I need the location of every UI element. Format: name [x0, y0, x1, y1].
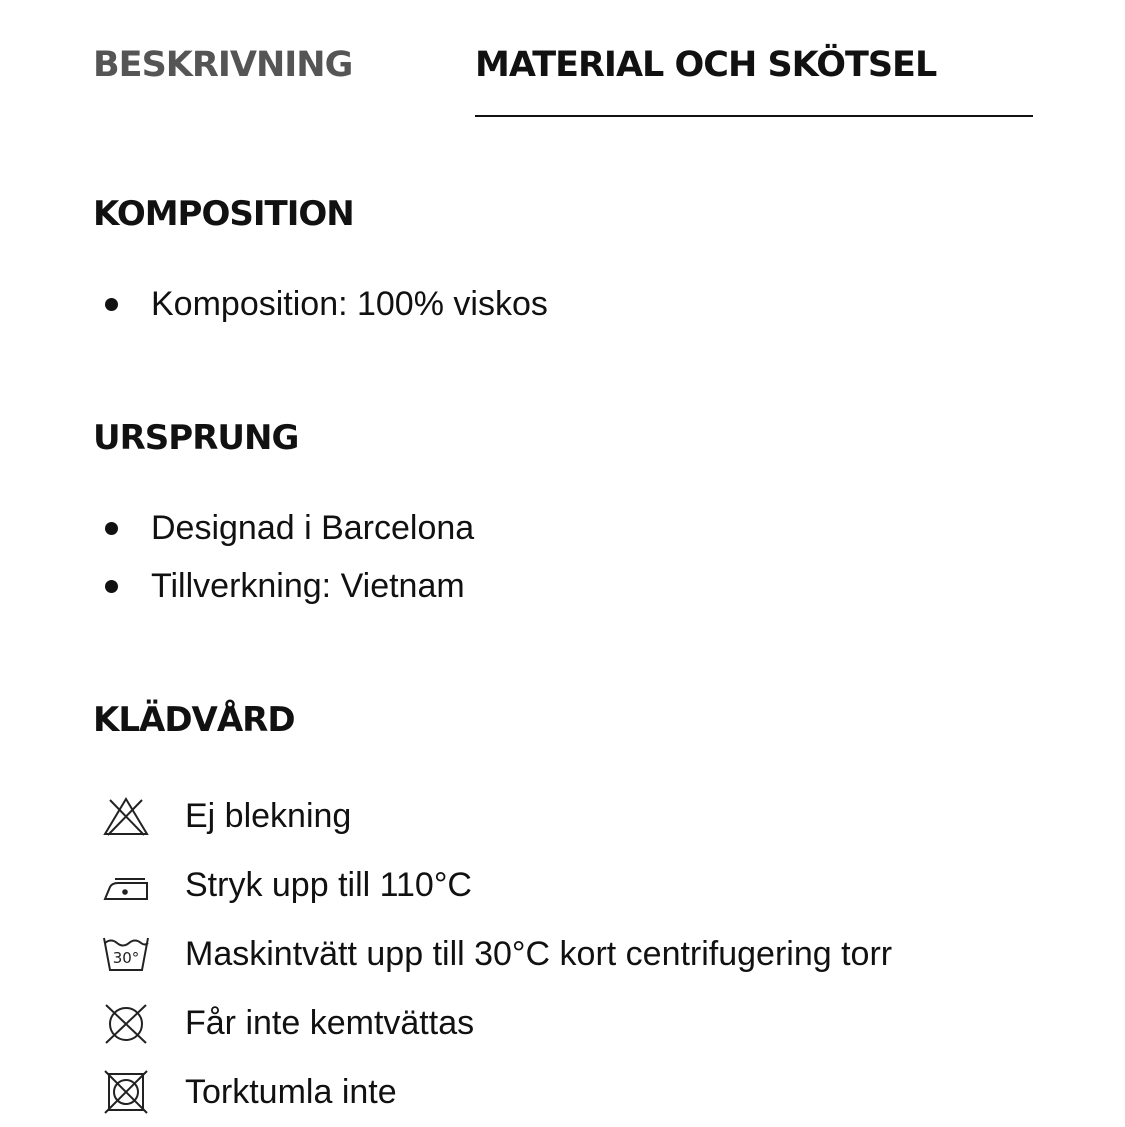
- list-item: [93, 557, 474, 615]
- section-title-komposition: KOMPOSITION: [93, 194, 354, 234]
- care-item-label: Stryk upp till 110°C: [185, 866, 472, 904]
- section-title-kladvard: KLÄDVÅRD: [93, 700, 295, 740]
- care-item-iron: [93, 851, 892, 920]
- care-list: [93, 782, 892, 1127]
- tab-material-och-skotsel[interactable]: MATERIAL OCH SKÖTSEL: [475, 45, 937, 85]
- wash-30-icon: [101, 932, 151, 976]
- care-item-no-tumble-dry: [93, 1058, 892, 1127]
- list-item-text: Komposition: 100% viskos: [151, 285, 548, 323]
- no-bleach-icon: [101, 794, 151, 838]
- no-dry-clean-icon: [101, 1001, 151, 1045]
- care-item-no-dry-clean: [93, 989, 892, 1058]
- care-item-label: Får inte kemtvättas: [185, 1004, 475, 1042]
- wash-temp-text: 30°: [112, 949, 140, 967]
- list-item: [93, 275, 548, 333]
- section-title-ursprung: URSPRUNG: [93, 418, 299, 458]
- list-item-text: Tillverkning: Vietnam: [151, 567, 465, 605]
- care-item-label: Torktumla inte: [185, 1073, 397, 1111]
- care-item-wash: [93, 920, 892, 989]
- tab-beskrivning[interactable]: BESKRIVNING: [93, 45, 353, 85]
- iron-low-icon: [101, 863, 151, 907]
- bullet-icon: [105, 298, 118, 311]
- bullet-icon: [105, 522, 118, 535]
- active-tab-underline: [475, 115, 1033, 117]
- composition-list: [93, 275, 548, 333]
- care-item-no-bleach: [93, 782, 892, 851]
- list-item: [93, 499, 474, 557]
- bullet-icon: [105, 580, 118, 593]
- care-item-label: Ej blekning: [185, 797, 352, 835]
- tab-bar: [93, 40, 1033, 120]
- list-item-text: Designad i Barcelona: [151, 509, 475, 547]
- care-item-label: Maskintvätt upp till 30°C kort centrifugering torr: [185, 935, 893, 973]
- origin-list: [93, 499, 474, 615]
- no-tumble-dry-icon: [101, 1070, 151, 1114]
